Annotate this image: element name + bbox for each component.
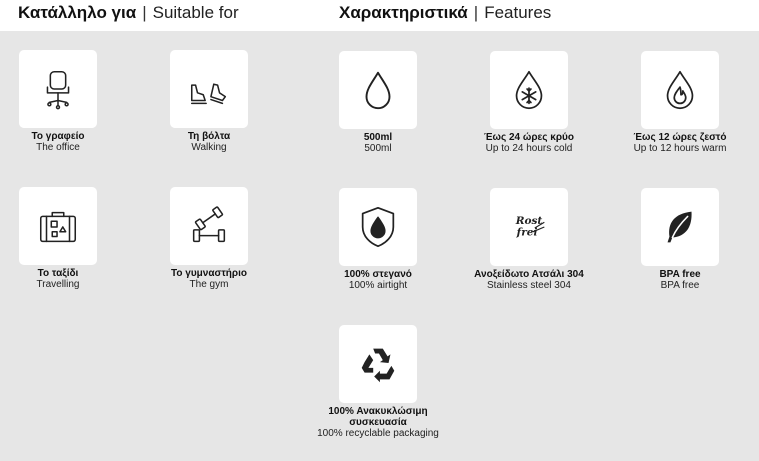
- label-english: Up to 12 hours warm: [633, 143, 727, 154]
- icon-tile: [641, 51, 719, 129]
- label-greek: 100% Ανακυκλώσιμη συσκευασία: [328, 406, 428, 428]
- icon-tile: [170, 187, 248, 265]
- warm-drop-icon: [657, 67, 703, 113]
- label-greek: Ανοξείδωτο Ατσάλι 304: [474, 269, 584, 280]
- label-english: Walking: [191, 142, 227, 153]
- dumbbells-icon: [186, 203, 232, 249]
- rostfrei-logo-icon: [506, 204, 552, 250]
- icon-tile: [339, 188, 417, 266]
- icon-tile: [641, 188, 719, 266]
- feature-item-volume: [308, 51, 448, 154]
- rostfrei-logo-text: frei: [516, 226, 538, 239]
- label-greek: Έως 12 ώρες ζεστό: [633, 132, 727, 143]
- label-greek: BPA free: [659, 269, 701, 280]
- label-english: 100% recyclable packaging: [317, 428, 439, 439]
- icon-tile: [170, 50, 248, 128]
- label-english: BPA free: [660, 280, 700, 291]
- features-heading: [339, 3, 551, 23]
- icon-tile: [19, 50, 97, 128]
- label-english: Stainless steel 304: [487, 280, 571, 291]
- office-chair-icon: [35, 66, 81, 112]
- cold-drop-icon: [506, 67, 552, 113]
- label-greek: 100% στεγανό: [344, 269, 412, 280]
- feature-item-warm: [610, 51, 750, 154]
- label-greek: Έως 24 ώρες κρύο: [484, 132, 574, 143]
- label-greek: Το γυμναστήριο: [171, 268, 247, 279]
- heading-separator: |: [473, 3, 479, 22]
- label-greek: Τη βόλτα: [187, 131, 231, 142]
- heading-separator: |: [142, 3, 147, 22]
- water-drop-icon: [355, 67, 401, 113]
- recycle-icon: [355, 341, 401, 387]
- icon-tile: [490, 51, 568, 129]
- walking-shoes-icon: [186, 66, 232, 112]
- label-english: Up to 24 hours cold: [485, 143, 573, 154]
- label-english: 500ml: [364, 143, 392, 154]
- rostfrei-logo-text: Rost: [515, 215, 543, 228]
- icon-tile: [339, 51, 417, 129]
- features-heading-el: Χαρακτηριστικά: [339, 3, 468, 22]
- airtight-shield-icon: [355, 204, 401, 250]
- features-heading-en: Features: [484, 3, 552, 22]
- suitable-heading-en: Suitable for: [152, 3, 239, 22]
- suitable-item-office: [0, 50, 128, 153]
- label-english: Travelling: [36, 279, 80, 290]
- feature-item-airtight: [308, 188, 448, 291]
- feature-item-bpa-free: [610, 188, 750, 291]
- suitable-item-travelling: [0, 187, 128, 290]
- label-greek: Το γραφείο: [31, 131, 85, 142]
- icon-tile: [19, 187, 97, 265]
- suitable-heading: [18, 3, 239, 23]
- suitcase-icon: [35, 203, 81, 249]
- suitable-item-walking: [139, 50, 279, 153]
- leaf-icon: [657, 204, 703, 250]
- label-greek: Το ταξίδι: [37, 268, 79, 279]
- label-greek: 500ml: [363, 132, 393, 143]
- feature-item-stainless: [459, 188, 599, 291]
- suitable-item-gym: [139, 187, 279, 290]
- feature-item-cold: [459, 51, 599, 154]
- feature-item-recyclable: [308, 325, 448, 439]
- label-english: The gym: [189, 279, 229, 290]
- suitable-heading-el: Κατάλληλο για: [18, 3, 137, 22]
- label-english: The office: [36, 142, 80, 153]
- icon-tile: [490, 188, 568, 266]
- icon-tile: [339, 325, 417, 403]
- label-english: 100% airtight: [348, 280, 408, 291]
